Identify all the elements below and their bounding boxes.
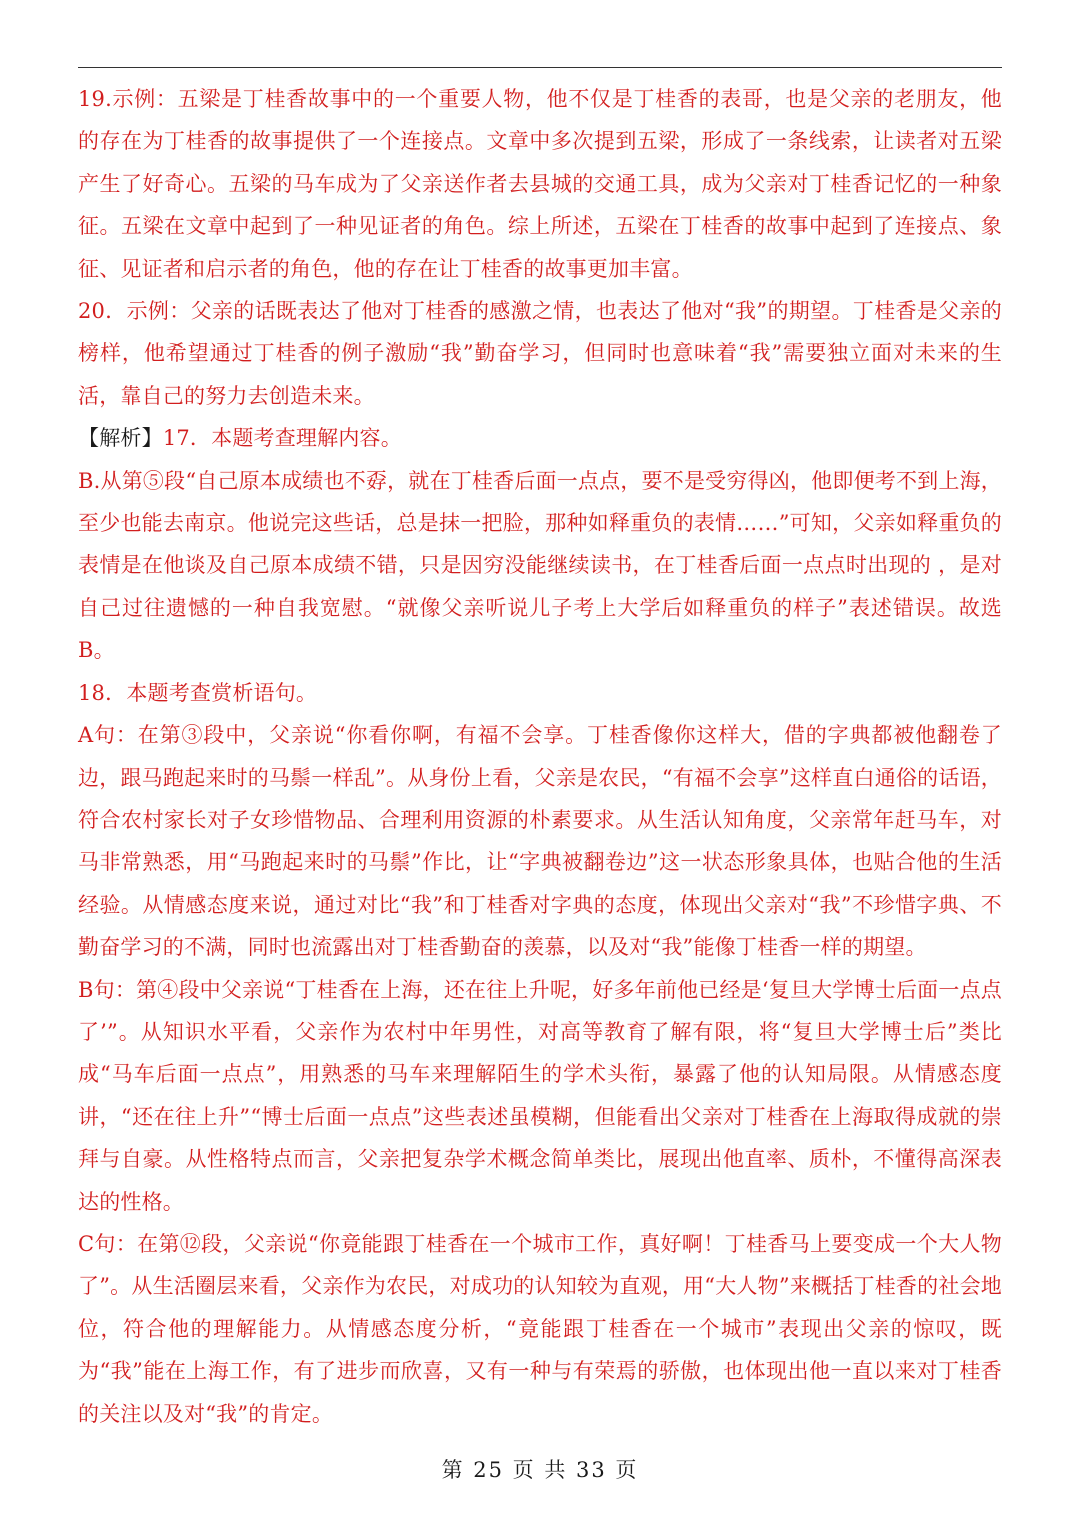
analysis-label: 【解析】	[78, 426, 163, 451]
analysis-17-body: B.从第⑤段“自己原本成绩也不孬，就在丁桂香后面一点点，要不是受穷得凶，他即便考不到上海，至少也能去南京。他说完这些话，总是抹一把脸，那种如释重负的表情……”可知，父亲如释重负的表情是在他谈及自己原本成绩不错，只是因穷没能继续读书，在丁桂香后面一点点时出现的 ，是对自己过往遗憾的一种自我宽慰。“就像父亲听说儿子考上大学后如释重负的样子”表述错误。故选B。	[78, 468, 1002, 663]
analysis-18-sentence-a: A句：在第③段中，父亲说“你看你啊，有福不会享。丁桂香像你这样大，借的字典都被他翻卷了边，跟马跑起来时的马鬃一样乱”。从身份上看，父亲是农民，“有福不会享”这样直白通俗的话语，符合农村家长对子女珍惜物品、合理利用资源的朴素要求。从生活认知角度，父亲常年赶马车，对马非常熟悉，用“马跑起来时的马鬃”作比，让“字典被翻卷边”这一状态形象具体，也贴合他的生活经验。从情感态度来说，通过对比“我”和丁桂香对字典的态度，体现出父亲对“我”不珍惜字典、不勤奋学习的不满，同时也流露出对丁桂香勤奋的羡慕，以及对“我”能像丁桂香一样的期望。	[78, 723, 1002, 960]
answer-19: 19.示例：五梁是丁桂香故事中的一个重要人物，他不仅是丁桂香的表哥，也是父亲的老朋友，他的存在为丁桂香的故事提供了一个连接点。文章中多次提到五梁，形成了一条线索，让读者对五梁产生了好奇心。五梁的马车成为了父亲送作者去县城的交通工具，成为父亲对丁桂香记忆的一种象征。五梁在文章中起到了一种见证者的角色。综上所述，五梁在丁桂香的故事中起到了连接点、象征、见证者和启示者的角色，他的存在让丁桂香的故事更加丰富。	[78, 87, 1002, 281]
header-rule	[78, 67, 1002, 68]
analysis-18-heading: 18．本题考查赏析语句。	[78, 680, 318, 705]
page-content	[78, 78, 1002, 1435]
analysis-18-sentence-b: B句：第④段中父亲说“丁桂香在上海，还在往上升呢，好多年前他已经是‘复旦大学博士后面一点点了’”。从知识水平看，父亲作为农村中年男性，对高等教育了解有限，将“复旦大学博士后”类比成“马车后面一点点”，用熟悉的马车来理解陌生的学术头衔，暴露了他的认知局限。从情感态度讲，“还在往上升”“博士后面一点点”这些表述虽模糊，但能看出父亲对丁桂香在上海取得成就的崇拜与自豪。从性格特点而言，父亲把复杂学术概念简单类比，展现出他直率、质朴，不懂得高深表达的性格。	[78, 977, 1002, 1214]
analysis-17-text: 17．本题考查理解内容。	[162, 426, 402, 451]
page-number-footer: 第 25 页 共 33 页	[441, 1458, 639, 1482]
analysis-18-sentence-c: C句：在第⑫段，父亲说“你竟能跟丁桂香在一个城市工作，真好啊！丁桂香马上要变成一个大人物了”。从生活圈层来看，父亲作为农民，对成功的认知较为直观，用“大人物”来概括丁桂香的社会地位，符合他的理解能力。从情感态度分析，“竟能跟丁桂香在一个城市”表现出父亲的惊叹，既为“我”能在上海工作，有了进步而欣喜，又有一种与有荣焉的骄傲，也体现出他一直以来对丁桂香的关注以及对“我”的肯定。	[78, 1231, 1002, 1426]
answer-20: 20．示例：父亲的话既表达了他对丁桂香的感激之情，也表达了他对“我”的期望。丁桂香是父亲的榜样，他希望通过丁桂香的例子激励“我”勤奋学习，但同时也意味着“我”需要独立面对未来的生活，靠自己的努力去创造未来。	[78, 299, 1002, 408]
analysis-17-heading	[78, 417, 1002, 459]
